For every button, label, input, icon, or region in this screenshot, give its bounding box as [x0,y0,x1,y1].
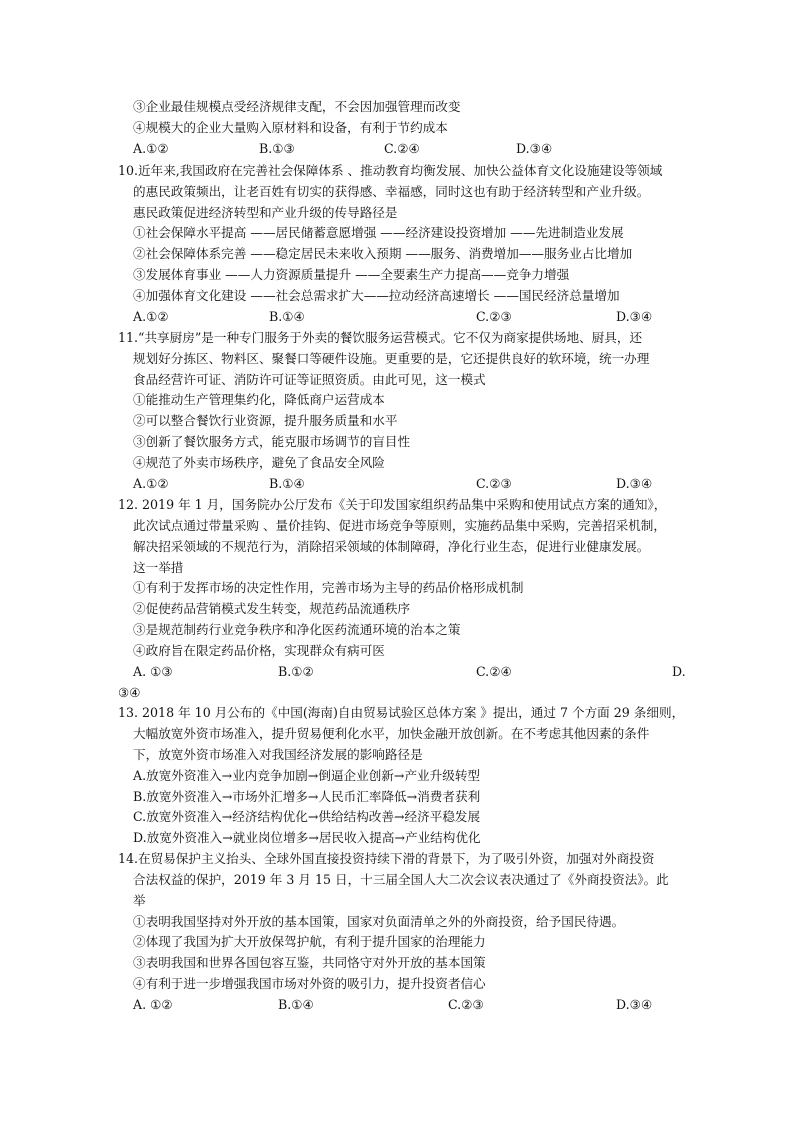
option-b: B.①④ [278,997,314,1012]
q10-statement-2: ②社会保障体系完善 ——稳定居民未来收入预期 ——服务、消费增加——服务业占比增加 [133,246,633,261]
option-d: D.③④ [516,141,553,156]
q13-choice-b: B.放宽外资准入→市场外汇增多→人民币汇率降低→消费者获利 [133,789,481,804]
option-c: C.②③ [448,997,484,1012]
q13-stem-line-3: 下，放宽外资市场准入对我国经济发展的影响路径是 [133,747,423,762]
option-b: B.①④ [269,476,305,491]
q12-statement-4: ④政府旨在限定药品价格，实现群众有病可医 [133,643,385,658]
q11-options [133,473,693,494]
q13-choice-d: D.放宽外资准入→就业岗位增多→居民收入提高→产业结构优化 [133,830,481,845]
q11-statement-2: ②可以整合餐饮行业资源，提升服务质量和水平 [133,413,398,428]
q14-options [133,994,693,1015]
q11-stem-line-1: 11.“共享厨房”是一种专门服务于外卖的餐饮服务运营模式。它不仅为商家提供场地、厨具，还 [118,330,643,345]
option-a: A.①② [133,141,169,156]
option-c: C.②③ [476,476,512,491]
q12-stem-line-1: 12. 2019 年 1 月，国务院办公厅发布《关于印发国家组织药品集中采购和使用试点方案的通知》， [118,497,667,512]
prev-statement-4: ④规模大的企业大量购入原材料和设备，有利于节约成本 [133,120,448,135]
q14-statement-3: ③表明我国和世界各国包容互鉴，共同恪守对外开放的基本国策 [133,955,486,970]
q10-stem-line-3: 惠民政策促进经济转型和产业升级的传导路径是 [133,205,398,220]
option-c: C.②④ [476,664,512,679]
option-d: D. [672,664,686,679]
option-b: B.①② [278,664,314,679]
option-d: D.③④ [616,476,653,491]
q12-stem-line-3: 解决招采领域的不规范行为，消除招采领域的体制障碍，净化行业生态，促进行业健康发展。 [133,539,650,554]
option-a: A.①② [133,309,169,324]
q14-statement-2: ②体现了我国为扩大开放保驾护航，有利于提升国家的治理能力 [133,934,486,949]
q14-stem-line-1: 14.在贸易保护主义抬头、全球外国直接投资持续下滑的背景下，为了吸引外资，加强对外商投资 [118,851,655,866]
q11-stem-line-3: 食品经营许可证、消防许可证等证照资质。由此可见，这一模式 [133,372,486,387]
q14-statement-4: ④有利于进一步增强我国市场对外资的吸引力，提升投资者信心 [133,976,486,991]
q13-choice-a: A.放宽外资准入→业内竞争加剧→倒逼企业创新→产业升级转型 [133,768,481,783]
q10-statement-3: ③发展体育事业 ——人力资源质量提升 ——全要素生产力提高——竞争力增强 [133,267,570,282]
option-a: A. ①② [133,997,173,1012]
option-a: A. ①③ [133,664,173,679]
q10-options [133,306,693,327]
q11-statement-1: ①能推动生产管理集约化，降低商户运营成本 [133,392,385,407]
q13-stem-line-1: 13. 2018 年 10 月公布的《中国(海南)自由贸易试验区总体方案 》提出，通过 7 个方面 29 条细则， [118,705,685,720]
prev-options [133,138,693,159]
q10-stem-line-2: 的惠民政策频出，让老百姓有切实的获得感、幸福感，同时这也有助于经济转型和产业升级。 [133,184,650,199]
q11-statement-3: ③创新了餐饮服务方式，能克服市场调节的盲目性 [133,434,411,449]
option-c: C.②④ [384,141,420,156]
q14-statement-1: ①表明我国坚持对外开放的基本国策，国家对负面清单之外的外商投资，给予国民待遇。 [133,914,625,929]
option-d: D.③④ [616,309,653,324]
q12-statement-2: ②促使药品营销模式发生转变，规范药品流通秩序 [133,601,411,616]
q12-option-d-wrap: ③④ [118,685,141,700]
option-a: A.①② [133,476,169,491]
q13-choice-c: C.放宽外资准入→经济结构优化→供给结构改善→经济平稳发展 [133,809,481,824]
q13-stem-line-2: 大幅放宽外资市场准入，提升贸易便利化水平，加快金融开放创新。在不考虑其他因素的条件 [133,726,650,741]
q12-statement-3: ③是规范制药行业竞争秩序和净化医药流通环境的治本之策 [133,622,461,637]
q12-statement-1: ①有利于发挥市场的决定性作用，完善市场为主导的药品价格形成机制 [133,580,524,595]
q14-stem-line-3: 举 [133,893,146,908]
prev-statement-3: ③企业最佳规模点受经济规律支配，不会因加强管理而改变 [133,99,461,114]
option-b: B.①④ [269,309,305,324]
q12-stem-line-4: 这一举措 [133,560,184,575]
q10-stem-line-1: 10.近年来,我国政府在完善社会保障体系 、推动教育均衡发展、加快公益体育文化设施建设等领域 [118,163,663,178]
q10-statement-1: ①社会保障水平提高 ——居民储蓄意愿增强 ——经济建设投资增加 ——先进制造业发展 [133,225,624,240]
option-d: D.③④ [616,997,653,1012]
option-c: C.②③ [476,309,512,324]
q11-stem-line-2: 规划好分拣区、物料区、聚餐口等硬件设施。更重要的是，它还提供良好的软环境，统一办理 [133,351,650,366]
q12-options [133,661,693,682]
q11-statement-4: ④规范了外卖市场秩序，避免了食品安全风险 [133,455,385,470]
q10-statement-4: ④加强体育文化建设 ——社会总需求扩大——拉动经济高速增长 ——国民经济总量增加 [133,288,620,303]
option-b: B.①③ [259,141,295,156]
q14-stem-line-2: 合法权益的保护，2019 年 3 月 15 日，十三届全国人大二次会议表决通过了《外商投资法》。此 [133,872,669,887]
q12-stem-line-2: 此次试点通过带量采购 、量价挂钩、促进市场竞争等原则，实施药品集中采购，完善招采机制， [133,518,666,533]
